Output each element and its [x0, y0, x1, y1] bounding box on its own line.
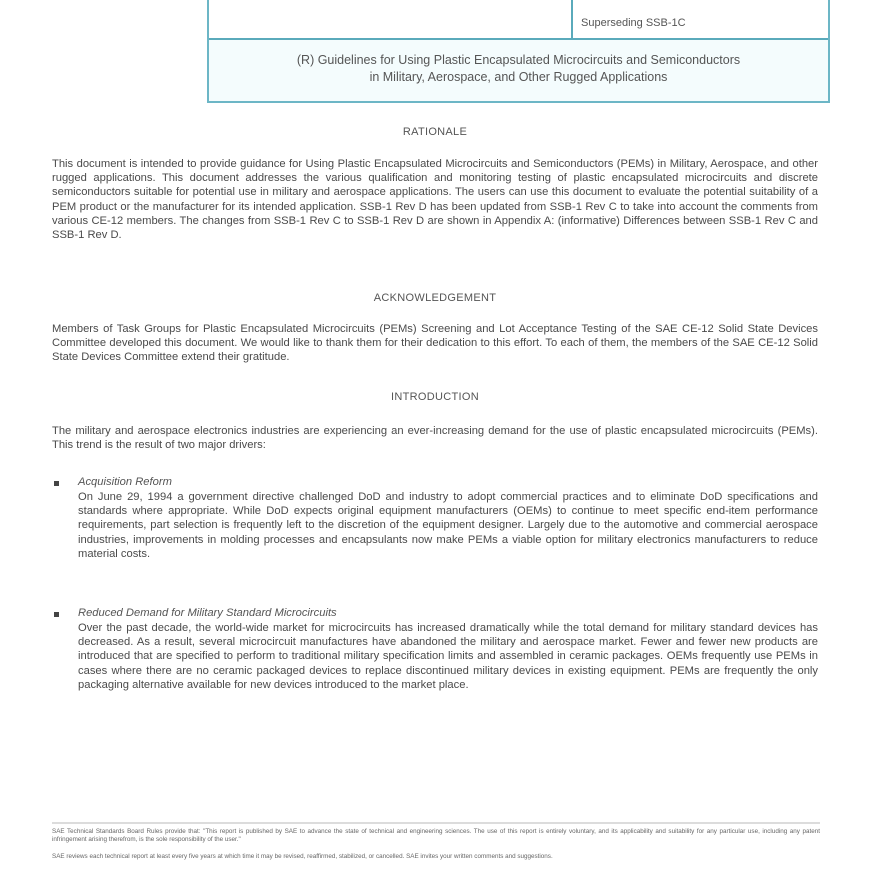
bullet-title: Acquisition Reform	[78, 476, 172, 488]
bullet-body: On June 29, 1994 a government directive challenged DoD and industry to adopt commercial practices and to eliminate DoD specifications and standards where appropriate. While DoD expects original equipment manufacturers (OEMs) to continue to meet specific end-item performance requirements, part selection is frequently left to the discretion of the equipment designer. Largely due to the automotive and commercial aerospace industries, improvements in molding processes and encapsulants now make PEMs a viable option for military electronics manufacturers to reduce material costs.	[78, 491, 818, 560]
title-line-2: in Military, Aerospace, and Other Rugged Applications	[369, 70, 668, 84]
acknowledgement-heading: ACKNOWLEDGEMENT	[373, 292, 497, 304]
bullet-icon	[54, 612, 59, 617]
superseding-label: Superseding SSB-1C	[581, 17, 686, 29]
header-top-row	[209, 0, 828, 40]
introduction-paragraph: The military and aerospace electronics industries are experiencing an ever-increasing demand for the use of plastic encapsulated microcircuits (PEMs). This trend is the result of two major drivers:	[52, 425, 818, 452]
document-title	[209, 52, 828, 86]
header-divider	[571, 0, 573, 38]
acknowledgement-paragraph: Members of Task Groups for Plastic Encapsulated Microcircuits (PEMs) Screening and Lot Acceptance Testing of the SAE CE-12 Solid State Devices Committee developed this document. We would like to thank them for their dedication to this effort. To each of them, the members of the SAE CE-12 Solid State Devices Committee extend their gratitude.	[52, 323, 818, 364]
footer-note-review: SAE reviews each technical report at least every five years at which time it may be revised, reaffirmed, stabilized, or cancelled. SAE invites your written comments and suggestions.	[52, 853, 553, 860]
bullet-body: Over the past decade, the world-wide market for microcircuits has increased dramatically while the total demand for military standard devices has decreased. As a result, several microcircuit manufactures have abandoned the military and aerospace market. Fewer and fewer new products are introduced that are specified to perform to traditional military specification limits and assembled in ceramic packages. OEMs frequently use PEMs in cases where there are no ceramic packaged devices to replace discontinued military devices in existing equipment. PEMs are frequently the only packaging alternative available for new devices introduced to the market place.	[78, 622, 818, 691]
rationale-heading: RATIONALE	[402, 126, 468, 138]
rationale-paragraph: This document is intended to provide guidance for Using Plastic Encapsulated Microcircuits and Semiconductors (PEMs) in Military, Aerospace, and other rugged applications. This document addresses the various qualification and monitoring testing of plastic encapsulated microcircuits and discrete semiconductors suitable for potential use in military and aerospace applications. The users can use this document to evaluate the potential suitability of a PEM product or the manufacturer for its intended application. SSB-1 Rev D has been updated from SSB-1 Rev C to take into account the comments from various CE-12 members. The changes from SSB-1 Rev C to SSB-1 Rev D are shown in Appendix A: (informative) Differences between SSB-1 Rev C and SSB-1 Rev D.	[52, 158, 818, 242]
document-header-box	[207, 0, 830, 103]
footer-divider	[52, 822, 820, 824]
bullet-title: Reduced Demand for Military Standard Microcircuits	[78, 607, 337, 619]
introduction-heading: INTRODUCTION	[391, 391, 479, 403]
footer-note-rules: SAE Technical Standards Board Rules provide that: "This report is published by SAE to advance the state of technical and engineering sciences. The use of this report is entirely voluntary, and its applicability and suitability for any particular use, including any patent infringement arising therefrom, is the sole responsibility of the user."	[52, 828, 820, 843]
bullet-icon	[54, 481, 59, 486]
title-line-1: (R) Guidelines for Using Plastic Encapsulated Microcircuits and Semiconductors	[296, 53, 741, 67]
